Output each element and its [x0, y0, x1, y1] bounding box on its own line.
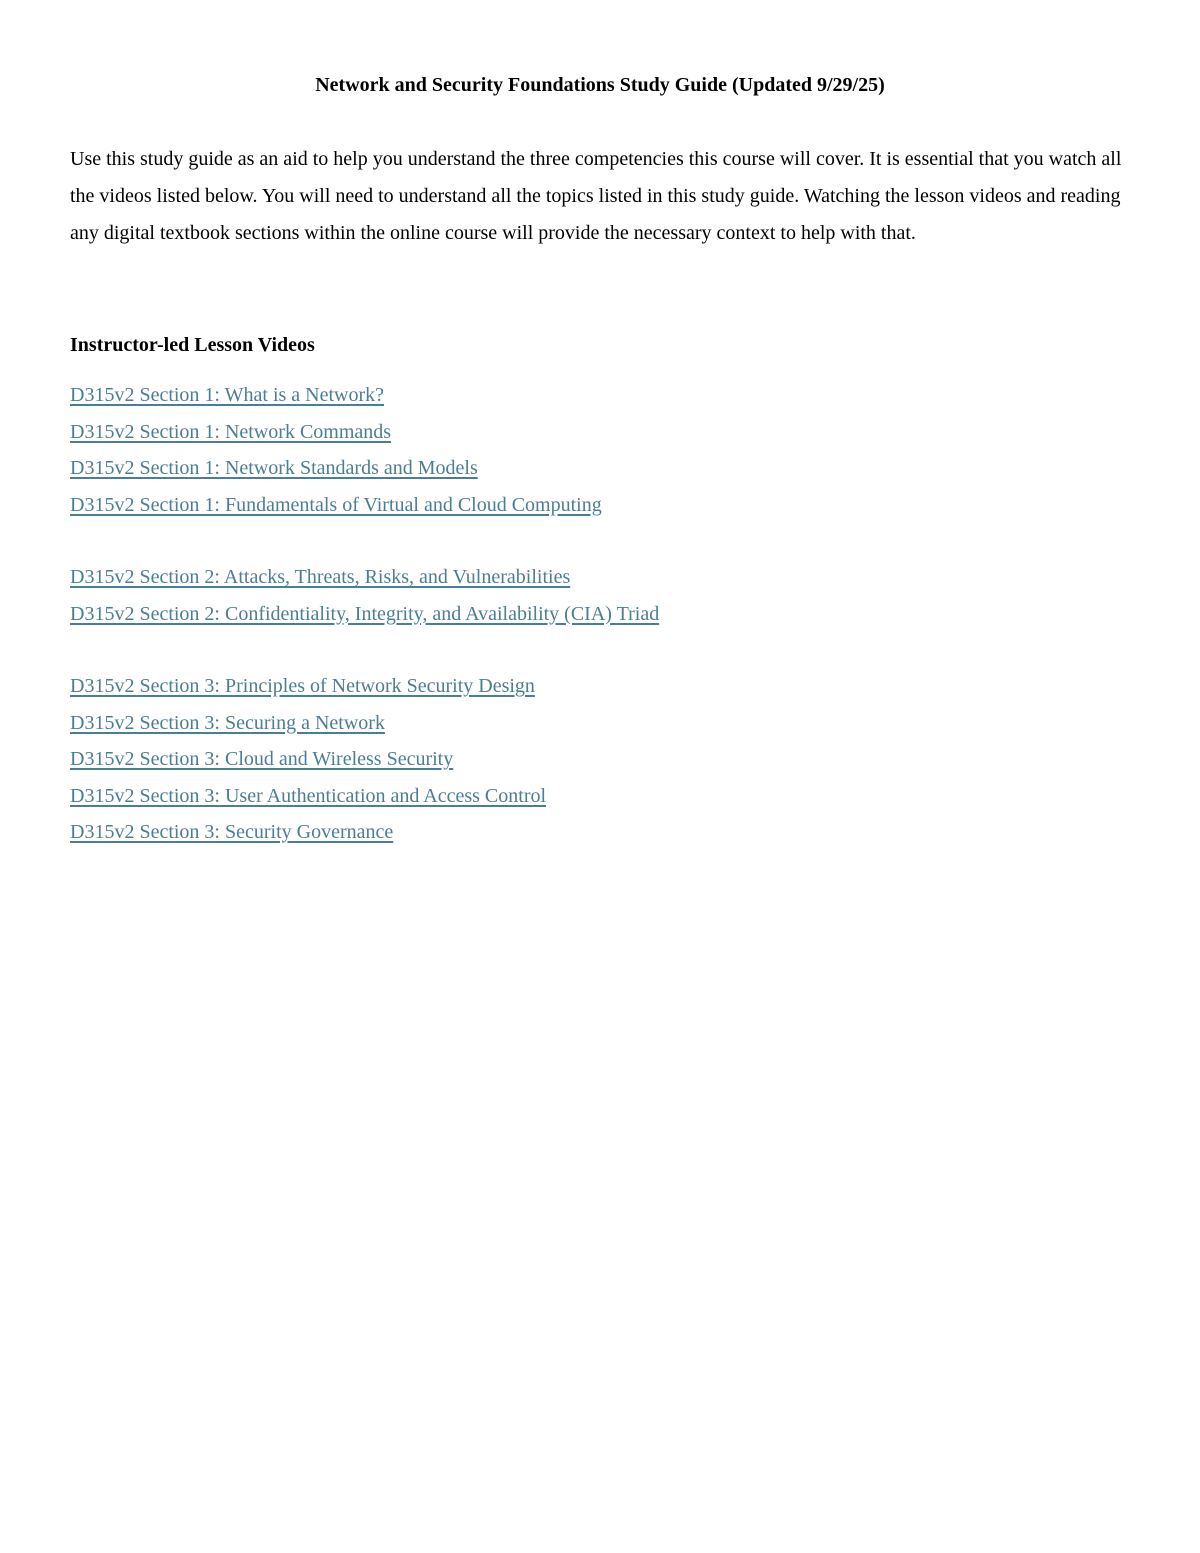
video-link-section-1-network-commands[interactable]: D315v2 Section 1: Network Commands	[70, 420, 392, 443]
video-link-section-3-cloud-and-wireless-security[interactable]: D315v2 Section 3: Cloud and Wireless Security	[70, 748, 454, 770]
videos-heading: Instructor-led Lesson Videos	[70, 334, 315, 356]
intro-paragraph: Use this study guide as an aid to help you understand the three competencies this course will cover. It is essential that you watch all the videos listed below. You will need to understand all the topics listed in this study guide. Watching the lesson videos and reading any digital textbook sections within the online course will provide the necessary context to help with that.	[70, 148, 1122, 244]
video-link-section-3-network-security-design[interactable]: D315v2 Section 3: Principles of Network Security Design	[70, 675, 535, 697]
section-1-link-group	[70, 377, 1070, 523]
video-link-section-3-securing-a-network[interactable]: D315v2 Section 3: Securing a Network	[70, 711, 385, 734]
video-link-section-1-network-standards-and-models[interactable]: D315v2 Section 1: Network Standards and Models	[70, 457, 478, 479]
video-link-section-1-what-is-a-network[interactable]: D315v2 Section 1: What is a Network?	[70, 384, 385, 406]
section-2-link-group	[70, 559, 1070, 632]
video-link-section-3-user-authentication[interactable]: D315v2 Section 3: User Authentication and Access Control	[70, 784, 547, 807]
video-link-section-1-virtual-and-cloud-computing[interactable]: D315v2 Section 1: Fundamentals of Virtual and Cloud Computing	[70, 493, 602, 516]
video-link-section-2-cia-triad[interactable]: D315v2 Section 2: Confidentiality, Integrity, and Availability (CIA) Triad	[70, 602, 660, 625]
document-title: Network and Security Foundations Study Guide (Updated 9/29/25)	[315, 74, 885, 96]
video-link-list	[70, 377, 1070, 887]
video-link-section-2-attacks-threats-risks[interactable]: D315v2 Section 2: Attacks, Threats, Risks, and Vulnerabilities	[70, 566, 571, 588]
video-link-section-3-security-governance[interactable]: D315v2 Section 3: Security Governance	[70, 821, 394, 843]
section-3-link-group	[70, 668, 1070, 851]
